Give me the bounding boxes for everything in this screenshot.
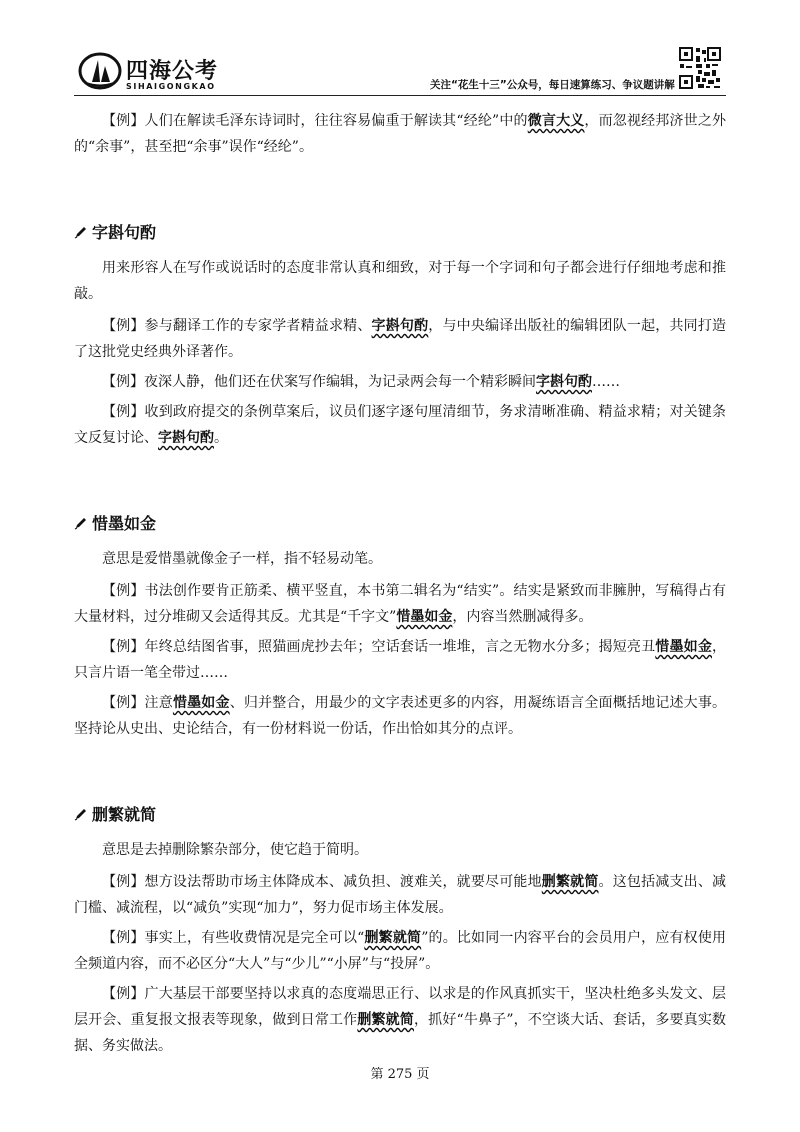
page-header <box>0 0 800 100</box>
example: 【例】参与翻译工作的专家学者精益求精、字斟句酌，与中央编译出版社的编辑团队一起，共同打造了这批党史经典外译著作。 <box>74 318 727 360</box>
highlight-term: 惜墨如金 <box>396 609 453 625</box>
definition: 用来形容人在写作或说话时的态度非常认真和细致，对于每一个字词和句子都会进行仔细地考虑和推敲。 <box>74 260 726 302</box>
page-number: 第 275 页 <box>370 1067 430 1082</box>
section-title-ximorujin: 惜墨如金 <box>74 511 726 534</box>
highlight-term: 删繁就简 <box>364 930 422 946</box>
highlight-term: 字斟句酌 <box>536 374 592 390</box>
example: 【例】广大基层干部要坚持以求真的态度端思正行、以求是的作风真抓实干，坚决杜绝多头发文、层层开会、重复报文报表等现象，做到日常工作删繁就简，抓好“牛鼻子”，不空谈大话、套话，多要真实数据、务实做法。 <box>74 986 726 1054</box>
qr-code-icon <box>678 46 722 90</box>
example: 【例】注意惜墨如金、归并整合，用最少的文字表述更多的内容，用凝练语言全面概括地记述大事。坚持论从史出、史论结合，有一份材料说一份话，作出恰如其分的点评。 <box>74 695 727 737</box>
section-title-shanfanjiujian: 删繁就简 <box>74 802 726 825</box>
header-divider <box>74 95 726 96</box>
pencil-icon <box>74 225 88 239</box>
highlight-term: 字斟句酌 <box>158 430 214 446</box>
highlight-term: 删繁就简 <box>357 1012 415 1028</box>
brand-name: 四海公考 <box>126 59 219 84</box>
example: 【例】书法创作要肯正筋柔、横平竖直，本书第二辑名为“结实”。结实是紧致而非臃肿，写稿得占有大量材料，过分堆砌又会适得其反。尤其是“千字文”惜墨如金，内容当然删减得多。 <box>74 583 726 625</box>
highlight-term: 字斟句酌 <box>371 318 429 334</box>
highlight-term: 惜墨如金 <box>655 639 713 655</box>
intro-example: 【例】人们在解读毛泽东诗词时，往往容易偏重于解读其“经纶”中的微言大义，而忽视经邦济世之外的“余事”，甚至把“余事”误作“经纶”。 <box>74 113 726 155</box>
section-title-zizhenjuzhuo: 字斟句酌 <box>74 220 726 243</box>
example: 【例】事实上，有些收费情况是完全可以“删繁就简”的。比如同一内容平台的会员用户，应有权使用全频道内容，而不必区分“大人”与“少儿”“小屏”与“投屏”。 <box>74 930 727 972</box>
example: 【例】年终总结图省事，照猫画虎抄去年；空话套话一堆堆，言之无物水分多；揭短亮丑惜墨如金，只言片语一笔全带过…… <box>74 639 727 681</box>
example: 【例】想方设法帮助市场主体降成本、减负担、渡难关，就要尽可能地删繁就简。这包括减支出、减门槛、减流程，以“减负”实现“加力”，努力促市场主体发展。 <box>74 874 727 916</box>
definition: 意思是爱惜墨就像金子一样，指不轻易动笔。 <box>102 551 382 567</box>
page-content <box>74 108 726 1063</box>
example: 【例】收到政府提交的条例草案后，议员们逐字逐句厘清细节，务求清晰准确、精益求精；对关键条文反复讨论、字斟句酌。 <box>74 404 726 446</box>
definition: 意思是去掉删除繁杂部分，使它趋于简明。 <box>102 842 368 858</box>
example: 【例】夜深人静，他们还在伏案写作编辑，为记录两会每一个精彩瞬间字斟句酌…… <box>102 374 620 390</box>
promo-text: 关注“花生十三”公众号，每日速算练习、争议题讲解 <box>430 79 675 91</box>
highlight-term: 惜墨如金 <box>172 695 230 711</box>
highlight-term: 删繁就简 <box>541 874 599 890</box>
highlight-term: 微言大义 <box>527 113 585 129</box>
sailboat-logo-icon <box>78 52 122 90</box>
brand-subtitle: SIHAIGONGKAO <box>126 82 216 91</box>
pencil-icon <box>74 516 88 530</box>
pencil-icon <box>74 807 88 821</box>
